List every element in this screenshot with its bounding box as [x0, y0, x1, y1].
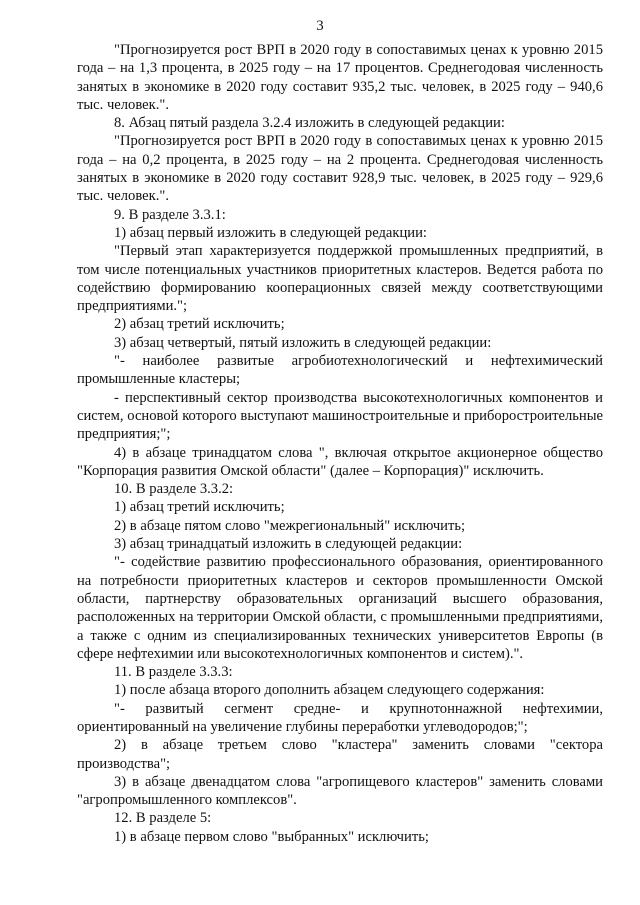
paragraph-item-8: 8. Абзац пятый раздела 3.2.4 изложить в следующей редакции: [114, 115, 505, 132]
document-body [77, 41, 603, 846]
paragraph-item-12: 12. В разделе 5: [114, 810, 212, 827]
paragraph-item-11: 11. В разделе 3.3.3: [114, 664, 233, 681]
paragraph-item-9-3: 3) абзац четвертый, пятый изложить в следующей редакции: [114, 334, 492, 351]
paragraph-sector: - перспективный сектор производства высокотехнологичных компонентов и систем, основой которого выступают машиностроительные и приборостроительные предприятия;"; [77, 389, 603, 443]
paragraph-item-9: 9. В разделе 3.3.1: [114, 206, 226, 223]
paragraph-forecast-2: "Прогнозируется рост ВРП в 2020 году в сопоставимых ценах к уровню 2015 года – на 0,2 процента, в 2025 году – на 2 процента. Среднегодовая численность занятых в экономике в 2020 году составит 928,9 тыс. человек, в 2025 году – 929,6 тыс. человек.". [77, 133, 603, 205]
paragraph-item-10-3: 3) абзац тринадцатый изложить в следующей редакции: [114, 536, 463, 553]
paragraph-item-9-4: 4) в абзаце тринадцатом слова ", включая открытое акционерное общество "Корпорация развития Омской области" (далее – Корпорация)" исключить. [77, 444, 603, 479]
paragraph-item-10-2: 2) в абзаце пятом слово "межрегиональный" исключить; [114, 517, 466, 534]
paragraph-item-12-1: 1) в абзаце первом слово "выбранных" исключить; [114, 828, 429, 845]
paragraph-item-11-2: 2) в абзаце третьем слово "кластера" заменить словами "сектора производства"; [77, 737, 603, 772]
paragraph-clusters: "- наиболее развитые агробиотехнологический и нефтехимический промышленные кластеры; [77, 353, 603, 388]
page-number: 3 [316, 18, 324, 34]
paragraph-item-11-1: 1) после абзаца второго дополнить абзацем следующего содержания: [114, 682, 545, 699]
paragraph-petrochemistry: "- развитый сегмент средне- и крупнотоннажной нефтехимии, ориентированный на увеличение глубины переработки углеводородов;"; [77, 700, 603, 735]
paragraph-item-9-1: 1) абзац первый изложить в следующей редакции: [114, 224, 427, 241]
paragraph-item-10-1: 1) абзац третий исключить; [114, 499, 285, 516]
paragraph-first-stage: "Первый этап характеризуется поддержкой промышленных предприятий, в том числе потенциальных участников приоритетных кластеров. Ведется работа по содействию формированию кооперационных связей между соответствующими предприятиями."; [77, 243, 603, 315]
paragraph-education: "- содействие развитию профессионального образования, ориентированного на потребности приоритетных кластеров и секторов промышленности Омской области, партнерству образовательных организаций высшего образования, расположенных на территории Омской области, с промышленными предприятиями, а также с одним из специализированных технических университетов Европы (в сфере нефтехимии или высокотехнологичных компонентов и систем).". [77, 554, 603, 662]
paragraph-item-11-3: 3) в абзаце двенадцатом слова "агропищевого кластеров" заменить словами "агропромышленного комплексов". [77, 773, 603, 809]
paragraph-item-9-2: 2) абзац третий исключить; [114, 316, 285, 333]
paragraph-forecast-1: "Прогнозируется рост ВРП в 2020 году в сопоставимых ценах к уровню 2015 года – на 1,3 процента, в 2025 году – на 17 процентов. Среднегодовая численность занятых в экономике в 2020 году составит 935,2 тыс. человек, в 2025 году – 940,6 тыс. человек.". [77, 42, 603, 113]
paragraph-item-10: 10. В разделе 3.3.2: [114, 481, 234, 498]
